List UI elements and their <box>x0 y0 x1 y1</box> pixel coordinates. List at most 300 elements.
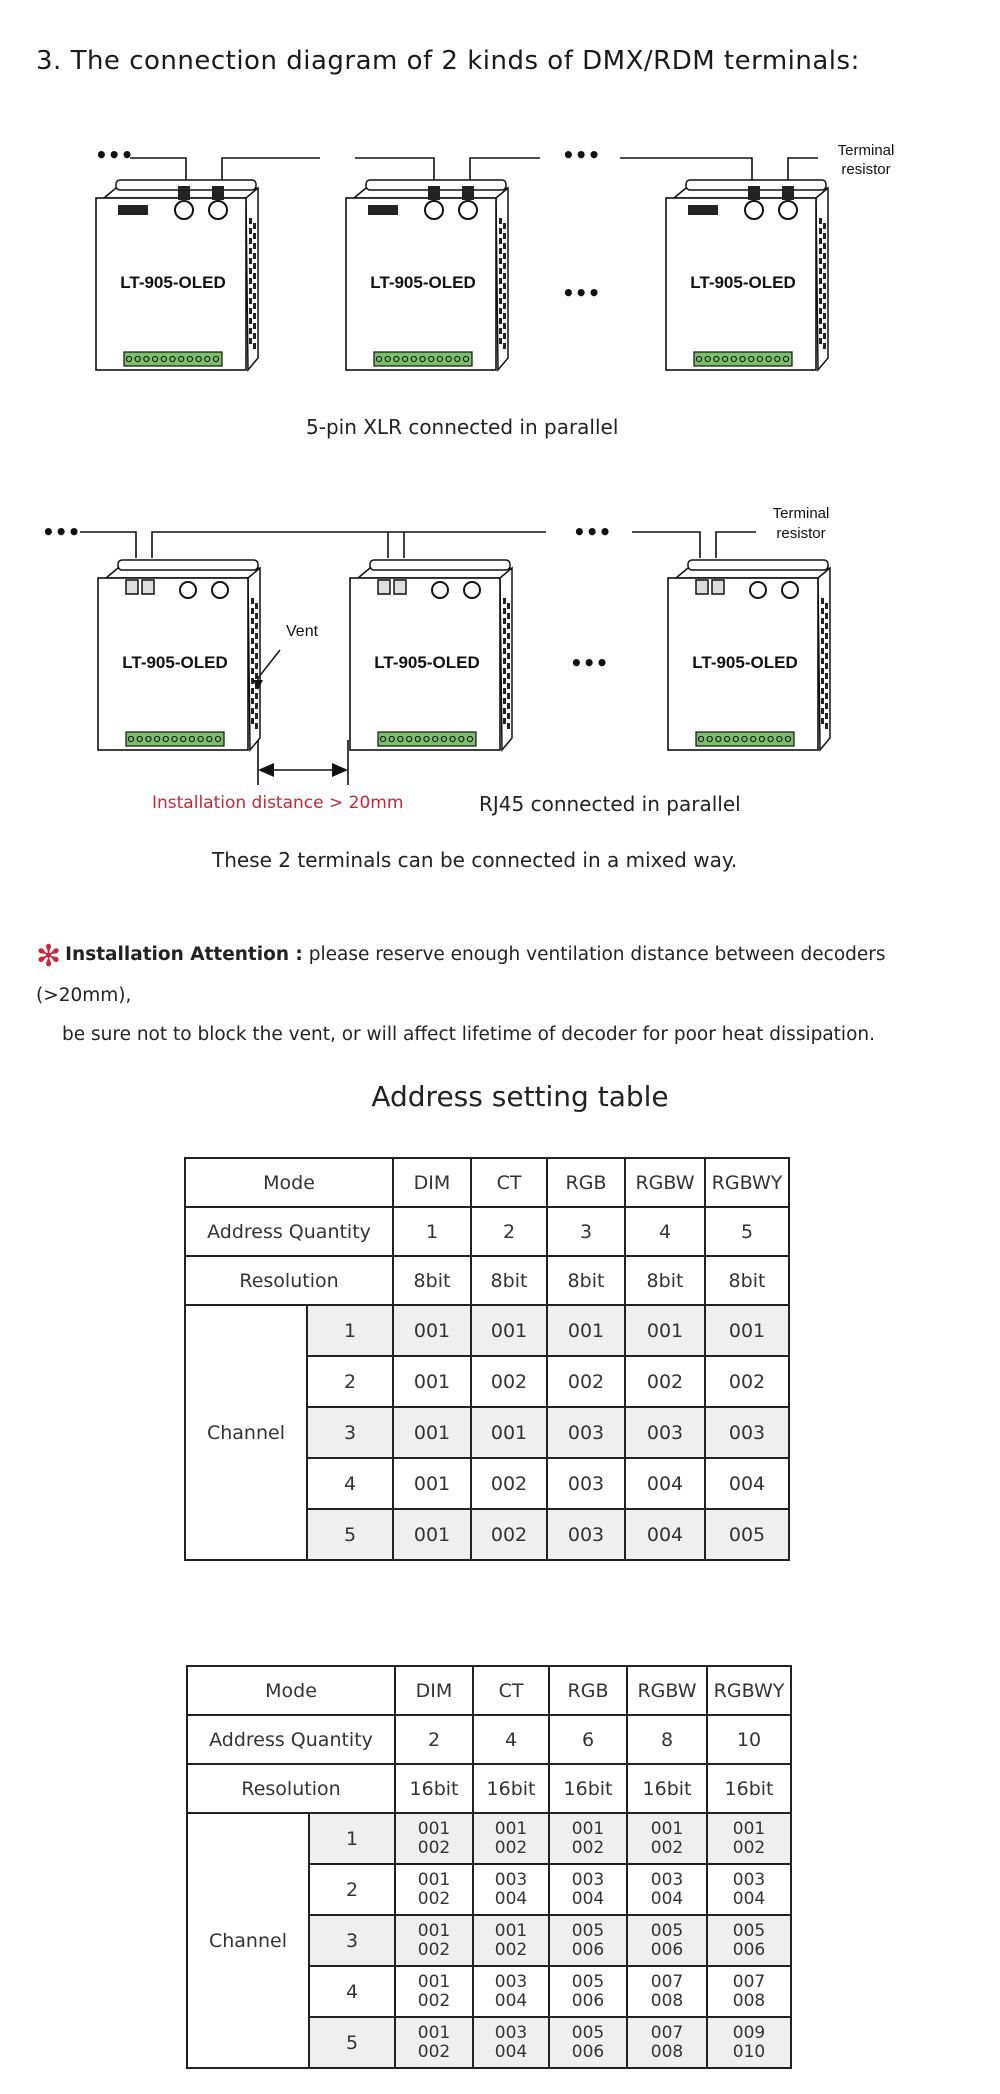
resolution-header: Resolution <box>185 1256 393 1305</box>
xlr-plug-icon <box>748 186 760 200</box>
rj45-plug-icon <box>712 580 724 594</box>
vent-slot <box>819 288 822 294</box>
vent-slot <box>251 698 254 704</box>
terminal-block <box>374 352 472 366</box>
distance-dimension <box>258 740 348 785</box>
vent-slot <box>507 633 510 639</box>
resolution-cell: 8bit <box>547 1256 625 1305</box>
device-label: LT-905-OLED <box>374 653 480 672</box>
vent-slot <box>823 283 826 289</box>
vent-slot <box>821 628 824 634</box>
channel-number: 5 <box>307 1509 393 1560</box>
address-cell: 001 <box>705 1305 789 1356</box>
vent-slot <box>255 723 258 729</box>
vent-slot <box>507 673 510 679</box>
address-cell: 009 010 <box>707 2017 791 2068</box>
mode-cell: DIM <box>393 1158 471 1207</box>
vent-slot <box>819 328 822 334</box>
vent-slot <box>499 238 502 244</box>
vent-slot <box>819 298 822 304</box>
address-quantity-header: Address Quantity <box>185 1207 393 1256</box>
vent-slot <box>823 243 826 249</box>
vent-slot <box>825 713 828 719</box>
vent-slot <box>251 688 254 694</box>
vent-slot <box>503 648 506 654</box>
vent-slot <box>507 683 510 689</box>
vent-slot <box>249 328 252 334</box>
address-cell: 003 <box>547 1509 625 1560</box>
vent-slot <box>249 308 252 314</box>
installation-distance-label: Installation distance > 20mm <box>152 793 404 813</box>
device-label: LT-905-OLED <box>122 653 228 672</box>
vent-slot <box>821 618 824 624</box>
vent-slot <box>255 693 258 699</box>
vent-slot <box>507 723 510 729</box>
quantity-cell: 4 <box>473 1715 549 1764</box>
device-1 <box>98 560 260 750</box>
vent-slot <box>823 303 826 309</box>
vent-slot <box>503 598 506 604</box>
xlr-diagram-svg <box>0 130 1000 450</box>
quantity-cell: 3 <box>547 1207 625 1256</box>
resolution-cell: 8bit <box>705 1256 789 1305</box>
vent-slot <box>249 268 252 274</box>
resolution-cell: 16bit <box>707 1764 791 1813</box>
vent-slot <box>503 243 506 249</box>
resolution-cell: 16bit <box>627 1764 707 1813</box>
channel-number: 4 <box>309 1966 395 2017</box>
vent-slot <box>255 623 258 629</box>
vent-slot <box>819 258 822 264</box>
vent-slot <box>507 613 510 619</box>
rj45-port-icon <box>118 205 148 215</box>
xlr-port-icon <box>750 582 766 598</box>
quantity-cell: 1 <box>393 1207 471 1256</box>
quantity-cell: 2 <box>395 1715 473 1764</box>
vent-slot <box>499 228 502 234</box>
attention-text-2: be sure not to block the vent, or will affect lifetime of decoder for poor heat dissipation. <box>62 1024 875 1045</box>
vent-slot <box>249 248 252 254</box>
xlr-port-icon <box>425 201 443 219</box>
vent-slot <box>499 328 502 334</box>
terminal-resistor-label-1: Terminal <box>772 505 830 522</box>
vent-slot <box>503 628 506 634</box>
vent-slot <box>825 623 828 629</box>
vent-slot <box>255 663 258 669</box>
vent-slot <box>251 718 254 724</box>
ellipsis-middle: ••• <box>570 651 609 675</box>
vent-slot <box>819 248 822 254</box>
resolution-cell: 16bit <box>395 1764 473 1813</box>
vent-slot <box>251 598 254 604</box>
address-cell: 002 <box>471 1458 547 1509</box>
vent-slot <box>507 623 510 629</box>
device-3 <box>668 560 830 750</box>
address-cell: 001 <box>625 1305 705 1356</box>
address-cell: 007 008 <box>627 1966 707 2017</box>
channel-number: 2 <box>309 1864 395 1915</box>
xlr-port-icon <box>432 582 448 598</box>
vent-slot <box>825 683 828 689</box>
vent-slot <box>507 713 510 719</box>
address-cell: 001 002 <box>395 2017 473 2068</box>
xlr-port-icon <box>212 582 228 598</box>
vent-slot <box>503 638 506 644</box>
channel-number: 3 <box>307 1407 393 1458</box>
device-3 <box>666 180 828 370</box>
address-cell: 001 002 <box>473 1915 549 1966</box>
vent-slot <box>825 673 828 679</box>
vent-slot <box>821 718 824 724</box>
resolution-cell: 8bit <box>625 1256 705 1305</box>
address-cell: 004 <box>625 1458 705 1509</box>
vent-slot <box>255 603 258 609</box>
vent-slot <box>253 273 256 279</box>
vent-slot <box>253 293 256 299</box>
xlr-plug-icon <box>428 186 440 200</box>
vent-slot <box>825 633 828 639</box>
vent-slot <box>253 253 256 259</box>
terminal-resistor-label-2: resistor <box>776 525 826 542</box>
vent-slot <box>819 238 822 244</box>
vent-slot <box>503 698 506 704</box>
address-cell: 001 002 <box>627 1813 707 1864</box>
vent-slot <box>503 658 506 664</box>
vent-slot <box>503 668 506 674</box>
vent-slot <box>507 663 510 669</box>
rj45-plug-icon <box>394 580 406 594</box>
address-cell: 005 006 <box>707 1915 791 1966</box>
vent-slot <box>507 603 510 609</box>
vent-slot <box>255 613 258 619</box>
vent-slot <box>249 258 252 264</box>
vent-slot <box>255 713 258 719</box>
mode-cell: RGB <box>549 1666 627 1715</box>
vent-slot <box>823 253 826 259</box>
vent-slot <box>823 233 826 239</box>
vent-slot <box>251 708 254 714</box>
vent-slot <box>503 323 506 329</box>
address-cell: 003 004 <box>473 1966 549 2017</box>
mode-header: Mode <box>187 1666 395 1715</box>
quantity-cell: 8 <box>627 1715 707 1764</box>
address-cell: 001 002 <box>395 1966 473 2017</box>
vent-slot <box>507 653 510 659</box>
xlr-plug-icon <box>462 186 474 200</box>
xlr-port-icon <box>782 582 798 598</box>
terminal-block <box>694 352 792 366</box>
xlr-port-icon <box>459 201 477 219</box>
xlr-port-icon <box>209 201 227 219</box>
vent-slot <box>821 608 824 614</box>
ellipsis-top: ••• <box>562 143 601 167</box>
vent-slot <box>253 283 256 289</box>
vent-slot <box>253 303 256 309</box>
terminal-block <box>124 352 222 366</box>
address-cell: 001 002 <box>707 1813 791 1864</box>
xlr-port-icon <box>175 201 193 219</box>
asterisk-icon: ✻ <box>36 939 62 974</box>
address-cell: 003 004 <box>473 2017 549 2068</box>
quantity-cell: 4 <box>625 1207 705 1256</box>
vent-slot <box>821 708 824 714</box>
address-cell: 002 <box>705 1356 789 1407</box>
attention-text-1: please reserve enough ventilation distance between decoders (>20mm), <box>36 944 886 1006</box>
address-table-8bit <box>184 1157 790 1561</box>
address-cell: 002 <box>471 1356 547 1407</box>
vent-slot <box>507 643 510 649</box>
xlr-port-icon <box>180 582 196 598</box>
address-cell: 001 002 <box>395 1864 473 1915</box>
vent-slot <box>503 223 506 229</box>
vent-slot <box>825 663 828 669</box>
address-cell: 003 <box>705 1407 789 1458</box>
address-quantity-header: Address Quantity <box>187 1715 395 1764</box>
vent-slot <box>249 218 252 224</box>
vent-slot <box>819 318 822 324</box>
address-cell: 004 <box>625 1509 705 1560</box>
vent-slot <box>823 333 826 339</box>
address-cell: 001 <box>393 1458 471 1509</box>
resolution-cell: 16bit <box>549 1764 627 1813</box>
vent-slot <box>825 693 828 699</box>
vent-slot <box>819 218 822 224</box>
vent-slot <box>819 228 822 234</box>
address-cell: 003 004 <box>627 1864 707 1915</box>
vent-slot <box>251 628 254 634</box>
vent-slot <box>819 268 822 274</box>
address-cell: 003 <box>547 1458 625 1509</box>
vent-slot <box>499 318 502 324</box>
address-cell: 005 006 <box>549 1966 627 2017</box>
channel-number: 5 <box>309 2017 395 2068</box>
vent-slot <box>503 688 506 694</box>
mixed-connection-note: These 2 terminals can be connected in a mixed way. <box>212 848 738 872</box>
xlr-port-icon <box>745 201 763 219</box>
channel-header: Channel <box>185 1305 307 1560</box>
terminal-resistor-label-2: resistor <box>841 161 891 178</box>
address-cell: 003 004 <box>549 1864 627 1915</box>
xlr-plug-icon <box>782 186 794 200</box>
quantity-cell: 5 <box>705 1207 789 1256</box>
mode-cell: RGBWY <box>705 1158 789 1207</box>
xlr-caption: 5-pin XLR connected in parallel <box>306 415 619 439</box>
vent-slot <box>823 263 826 269</box>
vent-slot <box>821 598 824 604</box>
vent-slot <box>503 293 506 299</box>
address-cell: 003 <box>625 1407 705 1458</box>
resolution-cell: 8bit <box>393 1256 471 1305</box>
ellipsis-left: ••• <box>95 143 134 167</box>
vent-slot <box>503 343 506 349</box>
vent-slot <box>825 703 828 709</box>
ellipsis-left: ••• <box>42 520 81 544</box>
vent-slot <box>253 323 256 329</box>
vent-slot <box>821 678 824 684</box>
address-cell: 005 <box>705 1509 789 1560</box>
vent-slot <box>821 648 824 654</box>
resolution-cell: 8bit <box>471 1256 547 1305</box>
vent-slot <box>251 658 254 664</box>
vent-slot <box>503 313 506 319</box>
vent-slot <box>503 333 506 339</box>
vent-slot <box>825 643 828 649</box>
xlr-port-icon <box>779 201 797 219</box>
vent-slot <box>823 273 826 279</box>
vent-slot <box>249 318 252 324</box>
table-title: Address setting table <box>371 1080 669 1113</box>
address-cell: 001 002 <box>549 1813 627 1864</box>
address-cell: 001 002 <box>395 1915 473 1966</box>
vent-slot <box>499 258 502 264</box>
xlr-port-icon <box>464 582 480 598</box>
address-cell: 007 008 <box>707 1966 791 2017</box>
device-2 <box>350 560 512 750</box>
mode-cell: RGBWY <box>707 1666 791 1715</box>
vent-slot <box>253 333 256 339</box>
address-cell: 001 <box>393 1509 471 1560</box>
vent-slot <box>825 723 828 729</box>
resolution-header: Resolution <box>187 1764 395 1813</box>
terminal-block <box>696 732 794 746</box>
ellipsis-middle: ••• <box>562 281 601 305</box>
quantity-cell: 6 <box>549 1715 627 1764</box>
vent-slot <box>249 298 252 304</box>
address-table-16bit <box>186 1665 792 2069</box>
address-cell: 001 002 <box>395 1813 473 1864</box>
mode-cell: CT <box>473 1666 549 1715</box>
vent-slot <box>819 338 822 344</box>
address-cell: 001 <box>393 1407 471 1458</box>
address-cell: 004 <box>705 1458 789 1509</box>
vent-slot <box>825 603 828 609</box>
address-cell: 005 006 <box>549 2017 627 2068</box>
address-cell: 002 <box>625 1356 705 1407</box>
vent-slot <box>507 703 510 709</box>
vent-slot <box>499 308 502 314</box>
vent-slot <box>503 708 506 714</box>
attention-label: Installation Attention : <box>65 944 303 965</box>
rj45-plug-icon <box>142 580 154 594</box>
rj45-diagram-svg <box>0 500 1000 830</box>
vent-slot <box>255 633 258 639</box>
vent-slot <box>499 278 502 284</box>
vent-slot <box>823 343 826 349</box>
vent-slot <box>825 613 828 619</box>
rj45-plug-icon <box>378 580 390 594</box>
vent-slot <box>251 638 254 644</box>
vent-slot <box>503 263 506 269</box>
vent-slot <box>503 283 506 289</box>
vent-slot <box>251 618 254 624</box>
vent-slot <box>503 273 506 279</box>
mode-header: Mode <box>185 1158 393 1207</box>
vent-slot <box>507 693 510 699</box>
xlr-plug-icon <box>178 186 190 200</box>
device-label: LT-905-OLED <box>692 653 798 672</box>
vent-slot <box>251 608 254 614</box>
channel-header: Channel <box>187 1813 309 2068</box>
device-label: LT-905-OLED <box>370 273 476 292</box>
terminal-block <box>378 732 476 746</box>
vent-slot <box>249 288 252 294</box>
vent-slot <box>499 218 502 224</box>
vent-slot <box>253 233 256 239</box>
vent-slot <box>255 703 258 709</box>
distance-arrow-left <box>258 763 274 777</box>
vent-slot <box>819 308 822 314</box>
vent-slot <box>823 223 826 229</box>
ellipsis-top: ••• <box>573 520 612 544</box>
vent-slot <box>255 643 258 649</box>
rj45-caption: RJ45 connected in parallel <box>479 792 741 816</box>
device-2 <box>346 180 508 370</box>
address-cell: 003 004 <box>707 1864 791 1915</box>
mode-cell: RGBW <box>625 1158 705 1207</box>
resolution-cell: 16bit <box>473 1764 549 1813</box>
vent-slot <box>499 248 502 254</box>
installation-attention <box>36 935 976 1054</box>
terminal-block <box>126 732 224 746</box>
device-label: LT-905-OLED <box>690 273 796 292</box>
mounting-tab <box>688 560 828 570</box>
vent-slot <box>503 718 506 724</box>
address-cell: 001 002 <box>473 1813 549 1864</box>
channel-number: 1 <box>307 1305 393 1356</box>
vent-slot <box>821 698 824 704</box>
vent-slot <box>819 278 822 284</box>
mounting-tab <box>370 560 510 570</box>
address-cell: 007 008 <box>627 2017 707 2068</box>
vent-slot <box>825 653 828 659</box>
rj45-plug-icon <box>126 580 138 594</box>
vent-slot <box>503 233 506 239</box>
channel-number: 1 <box>309 1813 395 1864</box>
address-cell: 003 004 <box>473 1864 549 1915</box>
rj45-port-icon <box>368 205 398 215</box>
address-cell: 002 <box>547 1356 625 1407</box>
vent-slot <box>823 323 826 329</box>
rj45-connection-diagram <box>0 500 1000 830</box>
vent-slot <box>253 313 256 319</box>
vent-slot <box>249 238 252 244</box>
vent-slot <box>251 648 254 654</box>
address-cell: 005 006 <box>549 1915 627 1966</box>
vent-slot <box>253 343 256 349</box>
address-cell: 001 <box>547 1305 625 1356</box>
mode-cell: RGBW <box>627 1666 707 1715</box>
address-cell: 001 <box>393 1305 471 1356</box>
channel-number: 2 <box>307 1356 393 1407</box>
vent-slot <box>499 298 502 304</box>
vent-slot <box>823 313 826 319</box>
rj45-port-icon <box>688 205 718 215</box>
vent-slot <box>821 688 824 694</box>
rj45-plug-icon <box>696 580 708 594</box>
vent-slot <box>253 243 256 249</box>
vent-slot <box>249 278 252 284</box>
vent-slot <box>249 228 252 234</box>
device-1 <box>96 180 258 370</box>
vent-slot <box>253 223 256 229</box>
channel-number: 4 <box>307 1458 393 1509</box>
vent-slot <box>499 338 502 344</box>
terminal-resistor-label-1: Terminal <box>837 142 895 159</box>
vent-slot <box>823 293 826 299</box>
vent-slot <box>821 658 824 664</box>
vent-slot <box>255 653 258 659</box>
vent-slot <box>249 338 252 344</box>
